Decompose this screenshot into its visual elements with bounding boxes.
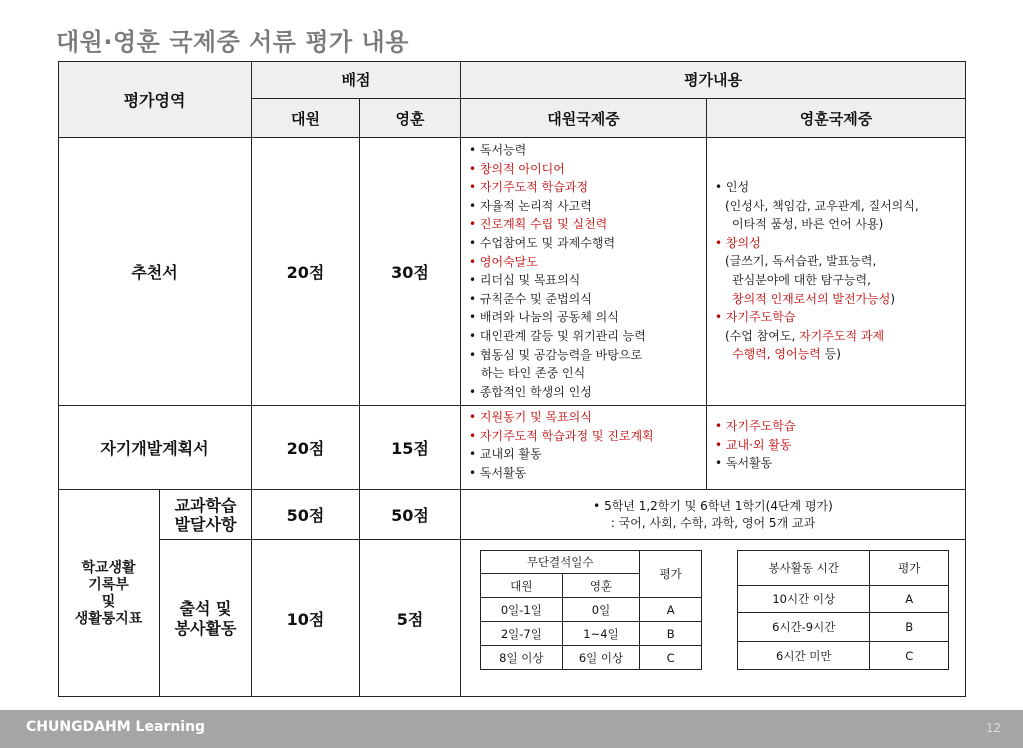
list-item-detail: (글쓰기, 독서습관, 발표능력, bbox=[725, 254, 877, 269]
list-item-detail: 이타적 품성, 바른 언어 사용) bbox=[732, 217, 884, 232]
list-item-detail-red: 수행력, 영어능력 bbox=[732, 347, 821, 362]
table-cell: A bbox=[870, 586, 949, 613]
attendance-label-line: 출석 및 bbox=[179, 598, 232, 618]
plan-area-label: 자기개발계획서 bbox=[100, 439, 209, 458]
absence-younghoon-header: 영훈 bbox=[562, 574, 640, 598]
record-area-line: 생활통지표 bbox=[74, 610, 143, 627]
table-cell: 0일 bbox=[562, 598, 640, 622]
table-cell: 6시간 미만 bbox=[738, 642, 870, 670]
attendance-younghoon-score-value: 5점 bbox=[396, 610, 424, 629]
academic-label-line: 교과학습 bbox=[174, 495, 237, 515]
header-score bbox=[252, 61, 461, 99]
list-item-detail-red: 창의적 인재로서의 발전가능성 bbox=[732, 291, 891, 306]
record-area-line: 기록부 bbox=[88, 576, 129, 593]
list-item: • 창의성 bbox=[715, 234, 919, 253]
header-score-label: 배점 bbox=[341, 71, 371, 89]
header-area bbox=[58, 61, 252, 138]
evaluation-table bbox=[58, 61, 966, 697]
list-item: • 영어숙달도 bbox=[469, 253, 646, 272]
academic-content-line: • 5학년 1,2학기 및 6학년 1학기(4단계 평가) bbox=[593, 498, 833, 513]
list-item-continued: 하는 타인 존중 인식 bbox=[481, 366, 586, 381]
list-item: • 진로계획 수립 및 실천력 bbox=[469, 215, 646, 234]
rec-area-label: 추천서 bbox=[131, 263, 178, 282]
list-item: • 독서능력 bbox=[469, 141, 646, 160]
table-cell: B bbox=[870, 613, 949, 642]
table-row bbox=[481, 598, 702, 622]
page-title: 대원·영훈 국제중 서류 평가 내용 bbox=[56, 28, 409, 56]
record-area-line: 학교생활 bbox=[81, 559, 136, 576]
attendance-label bbox=[160, 540, 252, 697]
table-row bbox=[481, 646, 702, 670]
list-item: • 대인관계 갈등 및 위기관리 능력 bbox=[469, 327, 646, 346]
volunteer-table bbox=[737, 550, 949, 670]
footer-bar bbox=[0, 710, 1023, 748]
table-row bbox=[738, 586, 949, 613]
academic-label-line: 발달사항 bbox=[174, 514, 237, 534]
academic-younghoon-score-value: 50점 bbox=[391, 506, 429, 525]
list-item: • 자기주도학습 bbox=[715, 308, 919, 327]
table-cell: 1~4일 bbox=[562, 622, 640, 646]
table-row bbox=[738, 613, 949, 642]
list-item: • 창의적 아이디어 bbox=[469, 160, 646, 179]
header-content-label: 평가내용 bbox=[684, 71, 742, 89]
header-younghoon bbox=[360, 99, 461, 138]
rec-younghoon-score-value: 30점 bbox=[391, 263, 429, 282]
list-item: • 종합적인 학생의 인성 bbox=[469, 383, 646, 402]
table-cell: B bbox=[640, 622, 702, 646]
footer-brand: CHUNGDAHM Learning bbox=[26, 719, 206, 735]
academic-content-line: : 국어, 사회, 수학, 과학, 영어 5개 교과 bbox=[610, 515, 816, 530]
list-item-detail bbox=[715, 290, 919, 309]
header-younghoon-label: 영훈 bbox=[395, 109, 425, 128]
absence-grade-header: 평가 bbox=[640, 551, 702, 598]
list-item-detail: (인성사, 책임감, 교우관계, 질서의식, bbox=[725, 198, 919, 213]
attendance-label-line: 봉사활동 bbox=[174, 618, 237, 638]
page-number: 12 bbox=[985, 721, 1001, 735]
rec-daewon-score bbox=[252, 138, 360, 406]
list-item-detail bbox=[715, 345, 919, 364]
plan-daewon-score-value: 20점 bbox=[286, 439, 325, 458]
plan-daewon-score bbox=[252, 406, 360, 490]
table-cell: 0일-1일 bbox=[481, 598, 563, 622]
table-cell: 6일 이상 bbox=[562, 646, 640, 670]
academic-content bbox=[461, 490, 966, 540]
list-item: • 수업참여도 및 과제수행력 bbox=[469, 234, 646, 253]
list-item: • 교내외 활동 bbox=[469, 445, 654, 464]
record-area-line: 및 bbox=[101, 593, 116, 610]
list-item: • 자기주도적 학습과정 및 진로계획 bbox=[469, 427, 654, 446]
table-cell: 6시간-9시간 bbox=[738, 613, 870, 642]
list-item: • 자기주도학습 bbox=[715, 417, 795, 436]
table-cell: C bbox=[640, 646, 702, 670]
volunteer-grade-header: 평가 bbox=[870, 551, 949, 586]
header-content bbox=[461, 61, 966, 99]
list-item-detail: 관심분야에 대한 탐구능력, bbox=[732, 272, 871, 287]
list-item: • 배려와 나눔의 공동체 의식 bbox=[469, 308, 646, 327]
plan-younghoon-score bbox=[360, 406, 461, 490]
academic-label bbox=[160, 490, 252, 540]
table-cell: A bbox=[640, 598, 702, 622]
list-item: • 지원동기 및 목표의식 bbox=[469, 408, 654, 427]
absence-header: 무단결석일수 bbox=[481, 551, 640, 574]
list-item: • 규칙준수 및 준법의식 bbox=[469, 290, 646, 309]
academic-daewon-score bbox=[252, 490, 360, 540]
list-item-detail-text: 등) bbox=[820, 347, 841, 362]
record-area bbox=[58, 490, 160, 697]
table-row bbox=[738, 642, 949, 670]
rec-younghoon-score bbox=[360, 138, 461, 406]
list-item: • 독서활동 bbox=[469, 464, 654, 483]
list-item-detail-paren: ) bbox=[890, 291, 896, 306]
header-daewon-school-label: 대원국제중 bbox=[547, 109, 620, 128]
plan-area bbox=[58, 406, 252, 490]
attendance-daewon-score bbox=[252, 540, 360, 697]
plan-younghoon-score-value: 15점 bbox=[391, 439, 429, 458]
absence-table bbox=[480, 550, 702, 670]
volunteer-hours-header: 봉사활동 시간 bbox=[738, 551, 870, 586]
rec-daewon-content bbox=[461, 138, 707, 406]
list-item-detail bbox=[715, 327, 919, 346]
header-daewon bbox=[252, 99, 360, 138]
absence-daewon-header: 대원 bbox=[481, 574, 563, 598]
list-item: • 리더십 및 목표의식 bbox=[469, 271, 646, 290]
list-item: • 인성 bbox=[715, 178, 919, 197]
list-item: • 독서활동 bbox=[715, 454, 795, 473]
table-cell: 10시간 이상 bbox=[738, 586, 870, 613]
academic-younghoon-score bbox=[360, 490, 461, 540]
list-item: • 교내·외 활동 bbox=[715, 436, 795, 455]
table-row bbox=[481, 622, 702, 646]
academic-daewon-score-value: 50점 bbox=[286, 506, 325, 525]
rec-younghoon-content bbox=[707, 138, 966, 406]
list-item: • 협동심 및 공감능력을 바탕으로 bbox=[469, 346, 646, 365]
header-area-label: 평가영역 bbox=[123, 90, 186, 110]
header-daewon-label: 대원 bbox=[291, 109, 320, 128]
header-younghoon-school-label: 영훈국제중 bbox=[799, 109, 873, 128]
attendance-daewon-score-value: 10점 bbox=[286, 610, 325, 629]
plan-younghoon-content bbox=[707, 406, 966, 490]
header-daewon-school bbox=[461, 99, 707, 138]
table-cell: 2일-7일 bbox=[481, 622, 563, 646]
table-cell: C bbox=[870, 642, 949, 670]
table-cell: 8일 이상 bbox=[481, 646, 563, 670]
rec-daewon-score-value: 20점 bbox=[286, 263, 325, 282]
list-item: • 자율적 논리적 사고력 bbox=[469, 197, 646, 216]
list-item-detail-text: (수업 참여도, bbox=[725, 328, 800, 343]
plan-daewon-content bbox=[461, 406, 707, 490]
rec-area bbox=[58, 138, 252, 406]
list-item: • 자기주도적 학습과정 bbox=[469, 178, 646, 197]
header-younghoon-school bbox=[707, 99, 966, 138]
list-item-detail-red: 자기주도적 과제 bbox=[799, 328, 885, 343]
attendance-younghoon-score bbox=[360, 540, 461, 697]
